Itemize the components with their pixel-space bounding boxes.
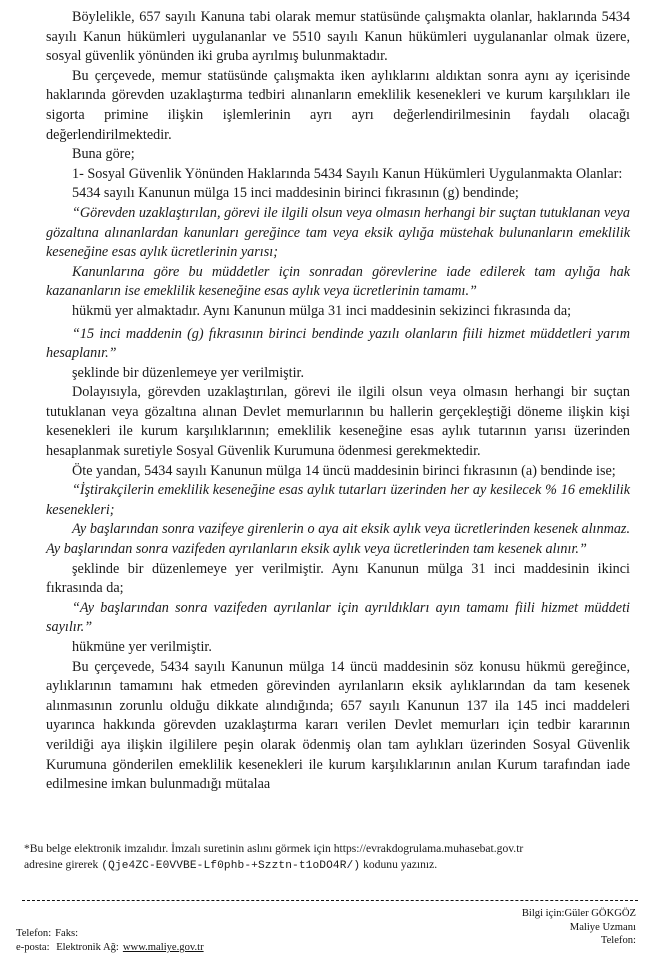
phone-label: Telefon: bbox=[16, 928, 52, 939]
email-label: e-posta: bbox=[16, 942, 50, 954]
contact-block-right bbox=[376, 907, 636, 948]
paragraph: Bu çerçevede, memur statüsünde çalışmakta iken aylıklarını aldıktan sonra aynı ay içerisinde haklarında görevden uzaklaştırma tedbiri alınanların emeklilik kesenekleri ve kurum karşılıkları ile sigorta primine ilişkin işlemlerinin ayrı ayrı değerlendirilmesinin faydalı olacağı değerlendirilmektedir. bbox=[46, 67, 630, 143]
email-web-line bbox=[16, 941, 346, 955]
paragraph: Öte yandan, 5434 sayılı Kanunun mülga 14 üncü maddesinin birinci fıkrasının (a) bendinde ise; bbox=[72, 462, 616, 479]
web-label: Elektronik Ağ: bbox=[56, 942, 119, 954]
esig-note-prefix: *Bu belge elektronik imzalıdır. İmzalı suretinin aslını görmek için bbox=[24, 842, 334, 855]
quoted-provision: Ay başlarından sonra vazifeye girenlerin o aya ait eksik aylık veya ücretlerinden kesenek alınmaz. Ay başlarından sonra vazifeden ayrılanların eksik aylık veya ücretlerinden tam kesenek alınır.” bbox=[46, 521, 630, 558]
quoted-provision: “İştirakçilerin emeklilik keseneğine esas aylık tutarları üzerinden her ay kesilecek % 16 emeklilik kesenekleri; bbox=[46, 482, 630, 518]
paragraph: Böylelikle, 657 sayılı Kanuna tabi olarak memur statüsünde çalışmakta olanlar, haklarında 5434 sayılı Kanun hükümleri uygulananlar ve 5510 sayılı Kanun hükümleri uygulananlar olmak üzere, sosyal güvenlik yönünden iki gruba ayrılmış bulunmaktadır. bbox=[46, 9, 630, 65]
web-address-link[interactable]: www.maliye.gov.tr bbox=[122, 942, 204, 954]
contact-block-left bbox=[16, 927, 346, 955]
paragraph: hükmü yer almaktadır. Aynı Kanunun mülga 31 inci maddesinin sekizinci fıkrasında da; bbox=[72, 302, 572, 319]
contact-title: Maliye Uzmanı bbox=[569, 921, 636, 933]
paragraph: Dolayısıyla, görevden uzaklaştırılan, görevi ile ilgili olsun veya olmasın herhangi bir suçtan tutuklanan veya gözaltına alınan Devlet memurlarının bu hallerin gerçekleştiği döneme ilişkin kişi kesenekleri ile kurum karşılıklarının; emeklilik keseneğine esas aylık tutarının yarısı üzerinden hesaplanmak suretiyle Sosyal Güvenlik Kurumuna ödenmesi gerekmektedir. bbox=[46, 384, 630, 460]
esig-note-address-prefix: adresine girerek bbox=[24, 857, 102, 871]
verification-code: (Qje4ZC-E0VVBE-Lf0phb-+Szztn-t1oDO4R/) bbox=[101, 859, 361, 872]
paragraph: şeklinde bir düzenlemeye yer verilmiştir. bbox=[72, 364, 305, 381]
fax-label: Faks: bbox=[55, 928, 79, 939]
info-contact-line bbox=[376, 907, 636, 921]
verification-url: https://evrakdogrulama.muhasebat.gov.tr bbox=[333, 842, 524, 855]
section-heading: 1- Sosyal Güvenlik Yönünden Haklarında 5434 Sayılı Kanun Hükümleri Uygulanmakta Olanlar: bbox=[72, 165, 623, 182]
info-label: Bilgi için: bbox=[521, 908, 565, 919]
phone-fax-line bbox=[16, 927, 346, 941]
paragraph: hükmüne yer verilmiştir. bbox=[72, 639, 212, 655]
paragraph: şeklinde bir düzenlemeye yer verilmiştir. Aynı Kanunun mülga 31 inci maddesinin ikinci fıkrasında da; bbox=[46, 560, 630, 597]
quoted-provision: “Ay başlarından sonra vazifeden ayrılanlar için ayrıldıkları ayın tamamı fiili hizmet müddeti sayılır.” bbox=[46, 599, 630, 636]
contact-name: Güler GÖKGÖZ bbox=[564, 908, 636, 919]
contact-phone-label: Telefon: bbox=[600, 935, 636, 947]
paragraph: Bu çerçevede, 5434 sayılı Kanunun mülga 14 üncü maddesinin söz konusu hükmü gereğince, aylıklarının tamamını hak etmeden görevinden ayrılanların eksik aylıklarından da tam kesenek alınmasının zorunlu olduğu dikkate alındığında; 657 sayılı Kanunun 137 ila 145 inci maddeleri uyarınca hakkında görevden uzaklaştırma kararı verilen Devlet memurları için tedbir kararının verildiği aya ilişkin ilgililere peşin olarak ödenmiş olan tam aylıkları üzerinden Sosyal Güvenlik Kurumuna gönderilen emeklilik kesenekleri ile kurum karşılıklarının anılan Kurum tarafından iade edilmesine imkan bulunmadığı mütalaa bbox=[46, 658, 630, 793]
quoted-provision: Kanunlarına göre bu müddetler için sonradan görevlerine iade edilerek tam aylığa hak kazananların ise emeklilik keseneğine esas aylık veya ücretlerinin tamamı.” bbox=[46, 263, 630, 300]
paragraph: Buna göre; bbox=[72, 146, 135, 163]
paragraph: 5434 sayılı Kanunun mülga 15 inci maddesinin birinci fıkrasının (g) bendinde; bbox=[72, 185, 519, 202]
quoted-provision: “Görevden uzaklaştırılan, görevi ile ilgili olsun veya olmasın herhangi bir suçtan tutuklanan veya gözaltına alınanlardan kanunları gereğince tam veya eksik aylığa müstehak bulunanların emeklilik keseneğine esas aylık ücretlerinin yarısı; bbox=[46, 204, 630, 261]
esig-note-suffix: kodunu yazınız. bbox=[360, 857, 438, 871]
quoted-provision: “15 inci maddenin (g) fıkrasının birinci bendinde yazılı olanların fiili hizmet müddetleri yarım hesaplanır.” bbox=[46, 325, 630, 362]
footer-divider bbox=[22, 900, 638, 901]
electronic-signature-note bbox=[24, 841, 636, 874]
